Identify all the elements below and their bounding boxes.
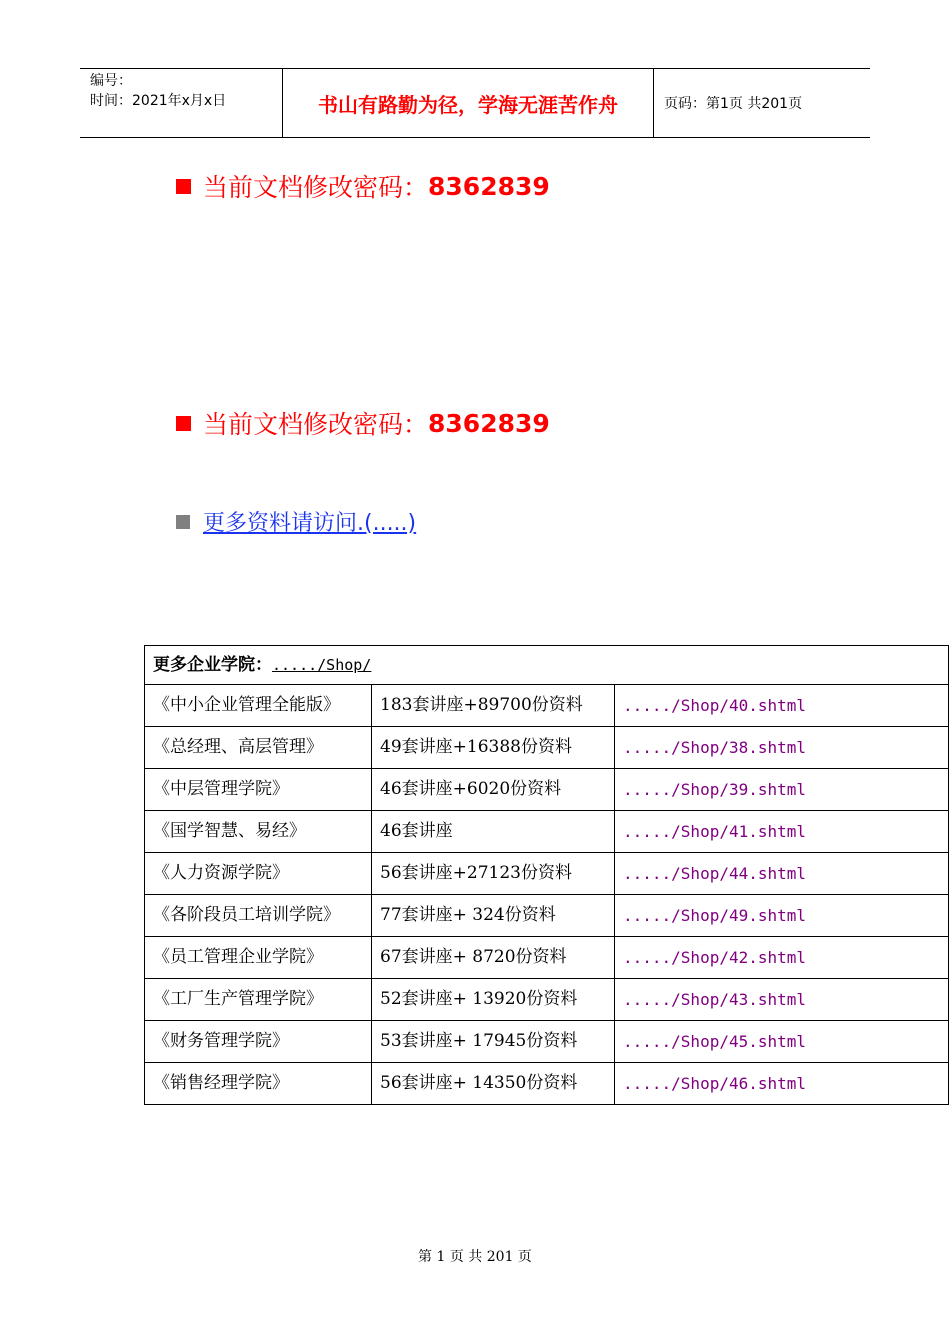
header-meta bbox=[80, 69, 282, 137]
table-row bbox=[145, 769, 949, 811]
table-header-label: 更多企业学院： bbox=[153, 655, 272, 675]
course-content: 183套讲座+89700份资料 bbox=[372, 685, 615, 727]
course-name: 《中小企业管理全能版》 bbox=[145, 685, 372, 727]
course-link[interactable]: ...../Shop/40.shtml bbox=[615, 685, 949, 727]
course-content: 46套讲座+6020份资料 bbox=[372, 769, 615, 811]
password-label: 当前文档修改密码： bbox=[203, 173, 429, 202]
header-page-info: 页码：第1页 共201页 bbox=[664, 96, 803, 112]
course-content: 77套讲座+ 324份资料 bbox=[372, 895, 615, 937]
course-name: 《国学智慧、易经》 bbox=[145, 811, 372, 853]
course-name: 《财务管理学院》 bbox=[145, 1021, 372, 1063]
password-line-2 bbox=[176, 405, 550, 441]
course-link[interactable]: ...../Shop/39.shtml bbox=[615, 769, 949, 811]
document-header bbox=[80, 68, 870, 138]
password-line-1 bbox=[176, 168, 550, 204]
square-bullet-icon bbox=[176, 416, 191, 431]
table-row bbox=[145, 979, 949, 1021]
table-row bbox=[145, 1021, 949, 1063]
shop-home-link[interactable]: ...../Shop/ bbox=[272, 656, 372, 674]
table-row bbox=[145, 895, 949, 937]
course-content: 52套讲座+ 13920份资料 bbox=[372, 979, 615, 1021]
course-name: 《员工管理企业学院》 bbox=[145, 937, 372, 979]
password-value: 8362839 bbox=[428, 408, 550, 438]
course-name: 《人力资源学院》 bbox=[145, 853, 372, 895]
course-content: 46套讲座 bbox=[372, 811, 615, 853]
page-footer: 第 1 页 共 201 页 bbox=[418, 1249, 532, 1265]
course-link[interactable]: ...../Shop/44.shtml bbox=[615, 853, 949, 895]
course-link[interactable]: ...../Shop/46.shtml bbox=[615, 1063, 949, 1105]
table-row bbox=[145, 1063, 949, 1105]
document-time-label: 时间：2021年x月x日 bbox=[90, 93, 227, 109]
square-bullet-icon bbox=[176, 179, 191, 194]
course-content: 56套讲座+27123份资料 bbox=[372, 853, 615, 895]
header-motto: 书山有路勤为径，学海无涯苦作舟 bbox=[282, 69, 654, 137]
document-number-label: 编号： bbox=[90, 73, 132, 89]
table-row bbox=[145, 811, 949, 853]
course-content: 56套讲座+ 14350份资料 bbox=[372, 1063, 615, 1105]
more-resources-link[interactable]: 更多资料请访问.(.....) bbox=[203, 511, 417, 536]
more-resources-line bbox=[176, 506, 416, 537]
course-link[interactable]: ...../Shop/42.shtml bbox=[615, 937, 949, 979]
password-label: 当前文档修改密码： bbox=[203, 410, 429, 439]
table-row bbox=[145, 853, 949, 895]
course-name: 《中层管理学院》 bbox=[145, 769, 372, 811]
course-link[interactable]: ...../Shop/43.shtml bbox=[615, 979, 949, 1021]
course-name: 《各阶段员工培训学院》 bbox=[145, 895, 372, 937]
course-name: 《销售经理学院》 bbox=[145, 1063, 372, 1105]
course-link[interactable]: ...../Shop/45.shtml bbox=[615, 1021, 949, 1063]
course-link[interactable]: ...../Shop/38.shtml bbox=[615, 727, 949, 769]
course-content: 49套讲座+16388份资料 bbox=[372, 727, 615, 769]
course-name: 《总经理、高层管理》 bbox=[145, 727, 372, 769]
table-row bbox=[145, 685, 949, 727]
password-value: 8362839 bbox=[428, 171, 550, 201]
course-link[interactable]: ...../Shop/41.shtml bbox=[615, 811, 949, 853]
table-row bbox=[145, 727, 949, 769]
table-header-row bbox=[145, 646, 949, 685]
course-link[interactable]: ...../Shop/49.shtml bbox=[615, 895, 949, 937]
course-content: 67套讲座+ 8720份资料 bbox=[372, 937, 615, 979]
table-header-cell bbox=[145, 646, 949, 685]
course-name: 《工厂生产管理学院》 bbox=[145, 979, 372, 1021]
table-row bbox=[145, 937, 949, 979]
course-content: 53套讲座+ 17945份资料 bbox=[372, 1021, 615, 1063]
shop-table bbox=[144, 645, 949, 1105]
square-bullet-icon bbox=[176, 515, 190, 529]
